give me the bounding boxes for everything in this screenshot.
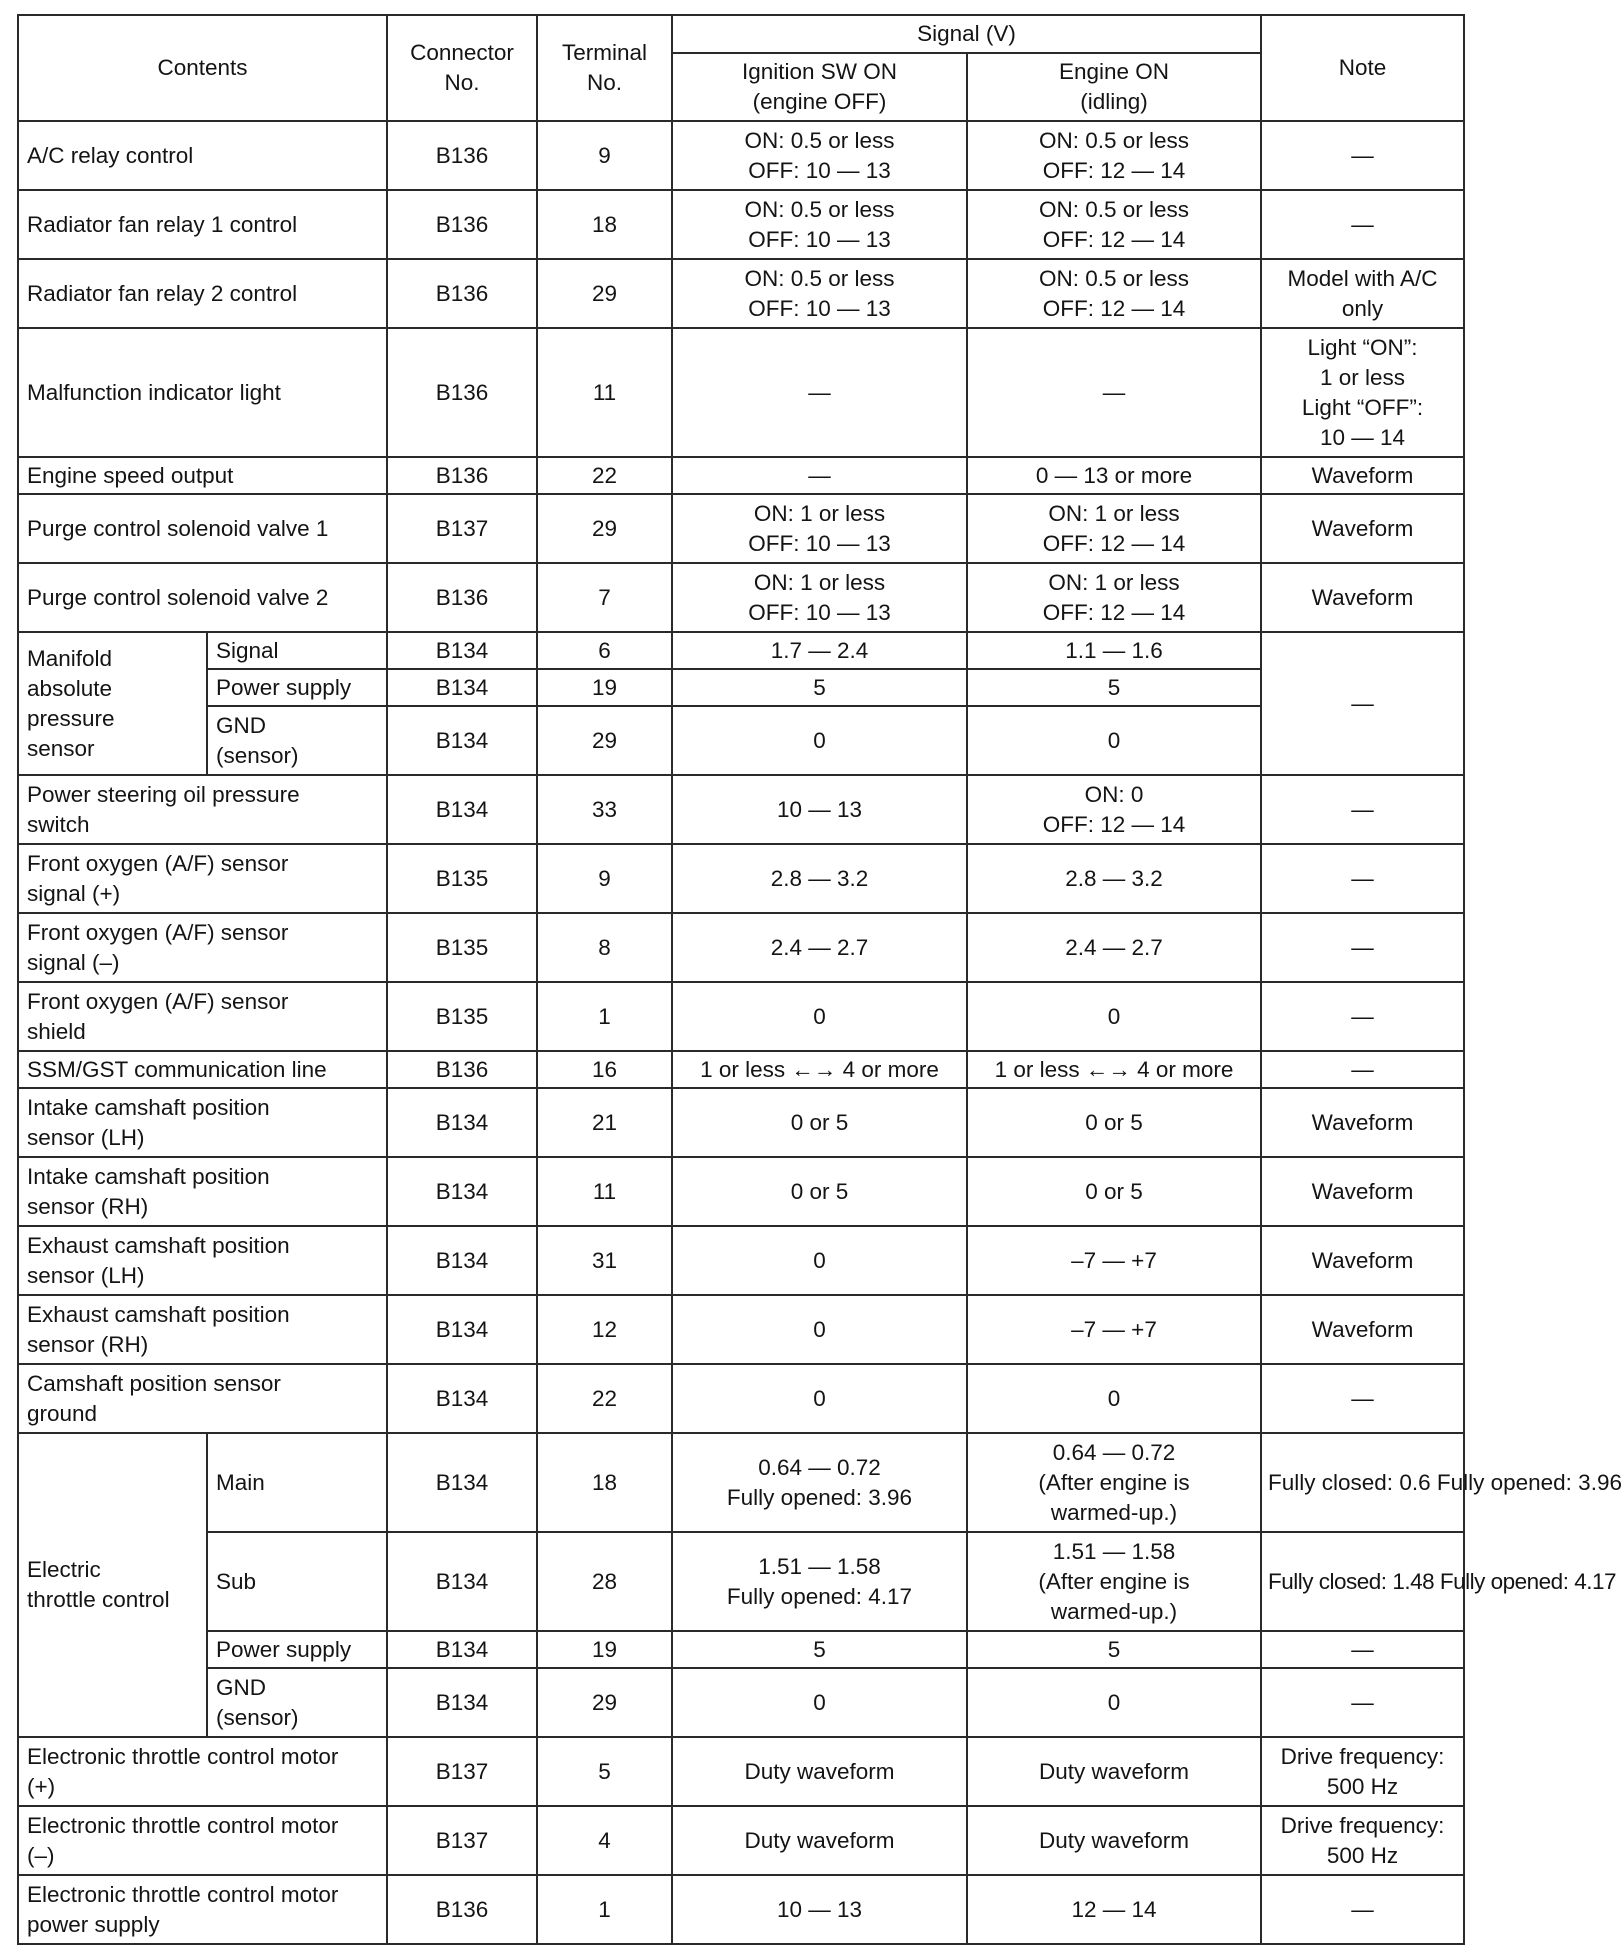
ignition-cell: 0 bbox=[672, 982, 967, 1051]
ignition-cell: 1.7 — 2.4 bbox=[672, 632, 967, 669]
connector-cell: B134 bbox=[387, 1295, 537, 1364]
connector-cell: B135 bbox=[387, 982, 537, 1051]
terminal-cell: 9 bbox=[537, 844, 672, 913]
connector-cell: B136 bbox=[387, 190, 537, 259]
note-cell: — bbox=[1261, 982, 1464, 1051]
engine-cell: 12 — 14 bbox=[967, 1875, 1261, 1944]
sub-item-cell: Power supply bbox=[207, 1631, 387, 1668]
engine-cell: 0 — 13 or more bbox=[967, 457, 1261, 494]
ignition-cell: 0 or 5 bbox=[672, 1157, 967, 1226]
engine-cell: 2.4 — 2.7 bbox=[967, 913, 1261, 982]
ignition-cell: 0 bbox=[672, 1226, 967, 1295]
engine-cell: 5 bbox=[967, 669, 1261, 706]
terminal-cell: 1 bbox=[537, 1875, 672, 1944]
note-cell: Fully closed: 1.48 Fully opened: 4.17 bbox=[1261, 1532, 1464, 1631]
note-cell: — bbox=[1261, 844, 1464, 913]
note-cell: — bbox=[1261, 1051, 1464, 1088]
ignition-cell: ON: 0.5 or less OFF: 10 — 13 bbox=[672, 190, 967, 259]
table-row bbox=[18, 1806, 1464, 1875]
ignition-cell: 5 bbox=[672, 669, 967, 706]
sub-item-cell: GND (sensor) bbox=[207, 706, 387, 775]
contents-cell: Engine speed output bbox=[18, 457, 387, 494]
connector-cell: B134 bbox=[387, 1088, 537, 1157]
note-cell: Waveform bbox=[1261, 1157, 1464, 1226]
note-cell: — bbox=[1261, 913, 1464, 982]
engine-cell: –7 — +7 bbox=[967, 1226, 1261, 1295]
connector-cell: B134 bbox=[387, 1631, 537, 1668]
ignition-cell: 5 bbox=[672, 1631, 967, 1668]
table-row bbox=[18, 706, 1464, 775]
terminal-cell: 5 bbox=[537, 1737, 672, 1806]
connector-cell: B134 bbox=[387, 632, 537, 669]
contents-cell: Front oxygen (A/F) sensor shield bbox=[18, 982, 387, 1051]
connector-cell: B134 bbox=[387, 1157, 537, 1226]
connector-cell: B136 bbox=[387, 457, 537, 494]
connector-cell: B136 bbox=[387, 1875, 537, 1944]
engine-cell: Duty waveform bbox=[967, 1806, 1261, 1875]
note-cell: Waveform bbox=[1261, 563, 1464, 632]
contents-cell: Power steering oil pressure switch bbox=[18, 775, 387, 844]
table-row bbox=[18, 1051, 1464, 1088]
engine-cell: 0 bbox=[967, 1668, 1261, 1737]
connector-cell: B136 bbox=[387, 121, 537, 190]
terminal-cell: 19 bbox=[537, 669, 672, 706]
ignition-header: Ignition SW ON (engine OFF) bbox=[672, 53, 967, 121]
terminal-cell: 1 bbox=[537, 982, 672, 1051]
note-cell: — bbox=[1261, 1668, 1464, 1737]
contents-cell: A/C relay control bbox=[18, 121, 387, 190]
ignition-cell: 2.8 — 3.2 bbox=[672, 844, 967, 913]
engine-cell: ON: 0.5 or less OFF: 12 — 14 bbox=[967, 190, 1261, 259]
connector-cell: B137 bbox=[387, 494, 537, 563]
engine-cell: ON: 0.5 or less OFF: 12 — 14 bbox=[967, 121, 1261, 190]
engine-cell: 2.8 — 3.2 bbox=[967, 844, 1261, 913]
engine-cell: Duty waveform bbox=[967, 1737, 1261, 1806]
note-cell: — bbox=[1261, 121, 1464, 190]
note-cell: — bbox=[1261, 190, 1464, 259]
engine-cell: –7 — +7 bbox=[967, 1295, 1261, 1364]
sub-item-cell: Main bbox=[207, 1433, 387, 1532]
terminal-cell: 31 bbox=[537, 1226, 672, 1295]
sub-item-cell: Signal bbox=[207, 632, 387, 669]
terminal-cell: 29 bbox=[537, 706, 672, 775]
table-row bbox=[18, 1631, 1464, 1668]
table-row bbox=[18, 1364, 1464, 1433]
connector-cell: B134 bbox=[387, 706, 537, 775]
terminal-cell: 16 bbox=[537, 1051, 672, 1088]
note-cell: Fully closed: 0.6 Fully opened: 3.96 bbox=[1261, 1433, 1464, 1532]
contents-cell: Electronic throttle control motor (+) bbox=[18, 1737, 387, 1806]
ignition-cell: 0 bbox=[672, 706, 967, 775]
table-row bbox=[18, 1088, 1464, 1157]
table-row bbox=[18, 1875, 1464, 1944]
note-cell: — bbox=[1261, 1631, 1464, 1668]
terminal-cell: 11 bbox=[537, 1157, 672, 1226]
note-cell: Waveform bbox=[1261, 1295, 1464, 1364]
ignition-cell: 10 — 13 bbox=[672, 1875, 967, 1944]
contents-cell: Intake camshaft position sensor (LH) bbox=[18, 1088, 387, 1157]
terminal-cell: 18 bbox=[537, 190, 672, 259]
table-row bbox=[18, 121, 1464, 190]
contents-cell: Front oxygen (A/F) sensor signal (+) bbox=[18, 844, 387, 913]
note-header: Note bbox=[1261, 15, 1464, 121]
table-row bbox=[18, 913, 1464, 982]
signal-spec-sheet bbox=[17, 14, 1622, 1945]
table-row bbox=[18, 669, 1464, 706]
connector-cell: B136 bbox=[387, 259, 537, 328]
contents-cell: Exhaust camshaft position sensor (RH) bbox=[18, 1295, 387, 1364]
ignition-cell: 0 or 5 bbox=[672, 1088, 967, 1157]
note-cell: — bbox=[1261, 775, 1464, 844]
table-row bbox=[18, 632, 1464, 669]
table-row bbox=[18, 1226, 1464, 1295]
engine-cell: 0 or 5 bbox=[967, 1088, 1261, 1157]
connector-cell: B134 bbox=[387, 1433, 537, 1532]
connector-cell: B134 bbox=[387, 1532, 537, 1631]
engine-header: Engine ON (idling) bbox=[967, 53, 1261, 121]
contents-cell: Malfunction indicator light bbox=[18, 328, 387, 457]
table-row bbox=[18, 328, 1464, 457]
sub-item-cell: Power supply bbox=[207, 669, 387, 706]
terminal-cell: 22 bbox=[537, 457, 672, 494]
ignition-cell: ON: 0.5 or less OFF: 10 — 13 bbox=[672, 259, 967, 328]
ignition-cell: 0 bbox=[672, 1668, 967, 1737]
note-cell: Waveform bbox=[1261, 1088, 1464, 1157]
note-cell: — bbox=[1261, 632, 1464, 775]
engine-cell: 0 bbox=[967, 982, 1261, 1051]
table-row bbox=[18, 563, 1464, 632]
terminal-cell: 29 bbox=[537, 1668, 672, 1737]
engine-cell: 0 bbox=[967, 1364, 1261, 1433]
terminal-cell: 29 bbox=[537, 494, 672, 563]
ignition-cell: ON: 1 or less OFF: 10 — 13 bbox=[672, 494, 967, 563]
terminal-cell: 6 bbox=[537, 632, 672, 669]
terminal-cell: 28 bbox=[537, 1532, 672, 1631]
connector-cell: B134 bbox=[387, 669, 537, 706]
engine-cell: 1.1 — 1.6 bbox=[967, 632, 1261, 669]
ignition-cell: 1.51 — 1.58 Fully opened: 4.17 bbox=[672, 1532, 967, 1631]
terminal-cell: 18 bbox=[537, 1433, 672, 1532]
terminal-cell: 21 bbox=[537, 1088, 672, 1157]
ignition-cell: 0 bbox=[672, 1295, 967, 1364]
engine-cell: — bbox=[967, 328, 1261, 457]
note-cell: Drive frequency: 500 Hz bbox=[1261, 1737, 1464, 1806]
note-cell: Waveform bbox=[1261, 457, 1464, 494]
terminal-cell: 7 bbox=[537, 563, 672, 632]
ignition-cell: Duty waveform bbox=[672, 1737, 967, 1806]
connector-cell: B136 bbox=[387, 563, 537, 632]
ignition-cell: Duty waveform bbox=[672, 1806, 967, 1875]
table-row bbox=[18, 1668, 1464, 1737]
engine-cell: ON: 1 or less OFF: 12 — 14 bbox=[967, 563, 1261, 632]
ignition-cell: 0.64 — 0.72 Fully opened: 3.96 bbox=[672, 1433, 967, 1532]
contents-cell: Radiator fan relay 2 control bbox=[18, 259, 387, 328]
ignition-cell: 2.4 — 2.7 bbox=[672, 913, 967, 982]
connector-cell: B136 bbox=[387, 1051, 537, 1088]
engine-cell: 0 bbox=[967, 706, 1261, 775]
ignition-cell: — bbox=[672, 457, 967, 494]
table-row bbox=[18, 494, 1464, 563]
contents-cell: Purge control solenoid valve 2 bbox=[18, 563, 387, 632]
table-row bbox=[18, 1433, 1464, 1532]
table-row bbox=[18, 775, 1464, 844]
connector-cell: B134 bbox=[387, 1364, 537, 1433]
table-row bbox=[18, 1295, 1464, 1364]
connector-cell: B134 bbox=[387, 1226, 537, 1295]
contents-cell: SSM/GST communication line bbox=[18, 1051, 387, 1088]
engine-cell: 5 bbox=[967, 1631, 1261, 1668]
engine-cell: ON: 1 or less OFF: 12 — 14 bbox=[967, 494, 1261, 563]
note-cell: Drive frequency: 500 Hz bbox=[1261, 1806, 1464, 1875]
engine-cell: 0.64 — 0.72 (After engine is warmed-up.) bbox=[967, 1433, 1261, 1532]
table-row bbox=[18, 1157, 1464, 1226]
engine-cell: ON: 0.5 or less OFF: 12 — 14 bbox=[967, 259, 1261, 328]
ignition-cell: 0 bbox=[672, 1364, 967, 1433]
contents-cell: Electronic throttle control motor (–) bbox=[18, 1806, 387, 1875]
note-cell: Light “ON”: 1 or less Light “OFF”: 10 — 14 bbox=[1261, 328, 1464, 457]
sub-item-cell: Sub bbox=[207, 1532, 387, 1631]
connector-cell: B137 bbox=[387, 1806, 537, 1875]
note-cell: Waveform bbox=[1261, 494, 1464, 563]
terminal-cell: 19 bbox=[537, 1631, 672, 1668]
ignition-cell: — bbox=[672, 328, 967, 457]
ignition-cell: ON: 1 or less OFF: 10 — 13 bbox=[672, 563, 967, 632]
connector-header: Connector No. bbox=[387, 15, 537, 121]
connector-cell: B135 bbox=[387, 913, 537, 982]
terminal-cell: 29 bbox=[537, 259, 672, 328]
contents-cell: Front oxygen (A/F) sensor signal (–) bbox=[18, 913, 387, 982]
terminal-header: Terminal No. bbox=[537, 15, 672, 121]
note-cell: — bbox=[1261, 1875, 1464, 1944]
note-cell: Waveform bbox=[1261, 1226, 1464, 1295]
contents-cell: Exhaust camshaft position sensor (LH) bbox=[18, 1226, 387, 1295]
connector-cell: B134 bbox=[387, 775, 537, 844]
terminal-cell: 8 bbox=[537, 913, 672, 982]
table-row bbox=[18, 844, 1464, 913]
table-row bbox=[18, 1532, 1464, 1631]
ignition-cell: ON: 0.5 or less OFF: 10 — 13 bbox=[672, 121, 967, 190]
contents-cell: Camshaft position sensor ground bbox=[18, 1364, 387, 1433]
sub-item-cell: GND (sensor) bbox=[207, 1668, 387, 1737]
table-row bbox=[18, 259, 1464, 328]
engine-cell: ON: 0 OFF: 12 — 14 bbox=[967, 775, 1261, 844]
table-row bbox=[18, 190, 1464, 259]
table-row bbox=[18, 982, 1464, 1051]
contents-cell: Purge control solenoid valve 1 bbox=[18, 494, 387, 563]
engine-cell: 1.51 — 1.58 (After engine is warmed-up.) bbox=[967, 1532, 1261, 1631]
contents-cell: Intake camshaft position sensor (RH) bbox=[18, 1157, 387, 1226]
ignition-cell: 10 — 13 bbox=[672, 775, 967, 844]
throttle-group-cell: Electric throttle control bbox=[18, 1433, 207, 1737]
engine-cell: 0 or 5 bbox=[967, 1157, 1261, 1226]
connector-cell: B135 bbox=[387, 844, 537, 913]
engine-cell: 1 or less ←→ 4 or more bbox=[967, 1051, 1261, 1088]
contents-cell: Radiator fan relay 1 control bbox=[18, 190, 387, 259]
terminal-cell: 22 bbox=[537, 1364, 672, 1433]
ecm-terminal-signal-table bbox=[17, 14, 1622, 1945]
map-sensor-group-cell: Manifold absolute pressure sensor bbox=[18, 632, 207, 775]
ignition-cell: 1 or less ←→ 4 or more bbox=[672, 1051, 967, 1088]
terminal-cell: 9 bbox=[537, 121, 672, 190]
signal-header: Signal (V) bbox=[672, 15, 1261, 53]
note-cell: — bbox=[1261, 1364, 1464, 1433]
contents-cell: Electronic throttle control motor power supply bbox=[18, 1875, 387, 1944]
terminal-cell: 33 bbox=[537, 775, 672, 844]
note-cell: Model with A/C only bbox=[1261, 259, 1464, 328]
connector-cell: B134 bbox=[387, 1668, 537, 1737]
terminal-cell: 11 bbox=[537, 328, 672, 457]
contents-header: Contents bbox=[18, 15, 387, 121]
terminal-cell: 4 bbox=[537, 1806, 672, 1875]
table-row bbox=[18, 457, 1464, 494]
terminal-cell: 12 bbox=[537, 1295, 672, 1364]
header-row-top bbox=[18, 15, 1464, 53]
table-row bbox=[18, 1737, 1464, 1806]
connector-cell: B136 bbox=[387, 328, 537, 457]
connector-cell: B137 bbox=[387, 1737, 537, 1806]
